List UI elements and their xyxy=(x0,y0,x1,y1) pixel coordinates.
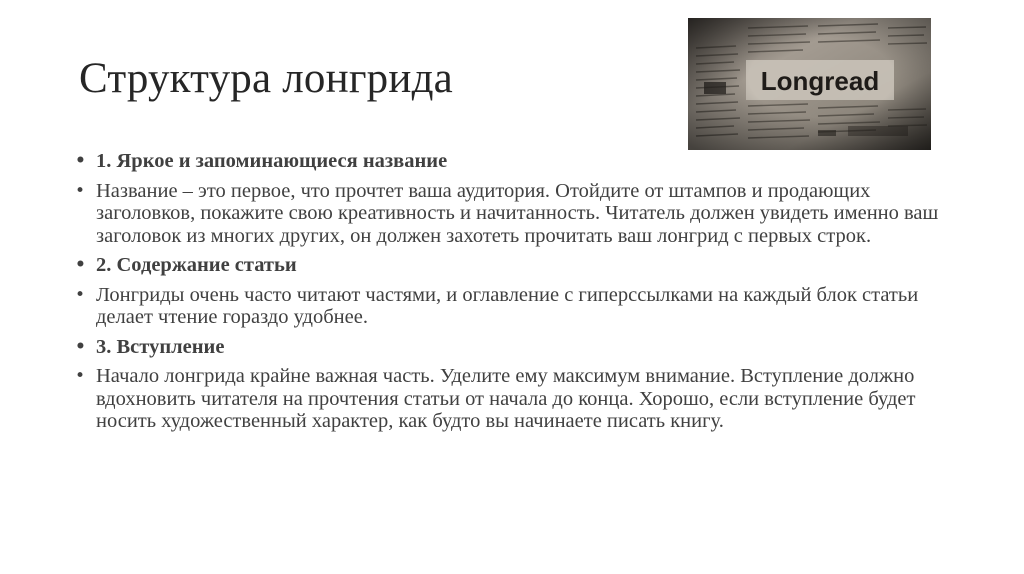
item-text: Начало лонгрида крайне важная часть. Уделите ему максимум внимание. Вступление должно вдохновить читателя на прочтения статьи от начала до конца. Хорошо, если вступление будет носить художественный характер, как будто вы начинаете писать книгу. xyxy=(96,365,916,432)
item-text: Лонгриды очень часто читают частями, и оглавление с гиперссылками на каждый блок статьи делает чтение гораздо удобнее. xyxy=(96,283,919,328)
section-heading xyxy=(75,254,955,277)
bullet-icon: • xyxy=(75,151,86,171)
section-text xyxy=(75,365,955,433)
item-text: 1. Яркое и запоминающиеся название xyxy=(96,150,448,172)
bullet-icon: • xyxy=(75,255,86,275)
bullet-icon: • xyxy=(75,336,86,357)
item-text: 3. Вступление xyxy=(96,335,225,358)
newspaper-image xyxy=(688,18,931,150)
bullet-icon: • xyxy=(75,284,86,305)
content-list xyxy=(75,150,955,440)
item-text: 2. Содержание статьи xyxy=(96,254,297,276)
longread-label: Longread xyxy=(760,66,880,96)
section-text xyxy=(75,180,955,248)
section-heading xyxy=(75,150,955,173)
slide-title: Структура лонгрида xyxy=(79,55,453,102)
section-heading xyxy=(75,336,955,359)
item-text: Название – это первое, что прочтет ваша аудитория. Отойдите от штампов и продающих заголовков, покажите свою креативность и начитанность. Читатель должен увидеть именно ваш заголовок из многих других, он должен захотеть прочитать ваш лонгрид с первых строк. xyxy=(96,179,939,247)
section-text xyxy=(75,284,955,329)
bullet-icon: • xyxy=(75,366,86,386)
bullet-icon: • xyxy=(75,180,86,201)
